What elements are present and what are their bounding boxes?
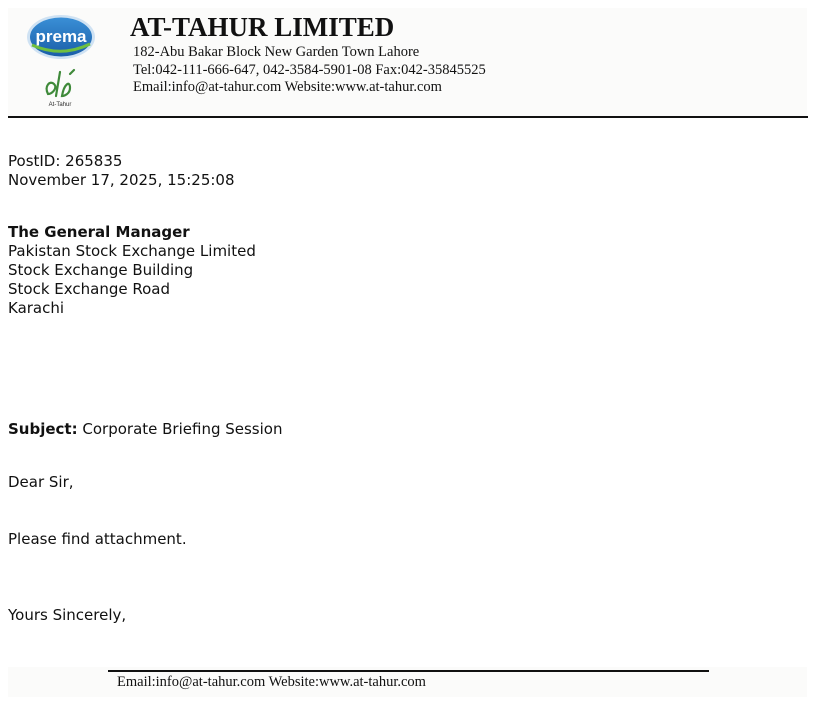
- letterhead: [8, 8, 807, 116]
- prema-logo-text: prema: [35, 27, 87, 46]
- company-phone-fax: Tel:042-111-666-647, 042-3584-5901-08 Fax:042-35845525: [133, 62, 486, 78]
- footer-email-website: Email:info@at-tahur.com Website:www.at-tahur.com: [117, 674, 426, 690]
- recipient-organization: Pakistan Stock Exchange Limited: [8, 242, 256, 260]
- footer: [8, 667, 807, 697]
- company-email-website: Email:info@at-tahur.com Website:www.at-tahur.com: [133, 79, 442, 95]
- at-tahur-mark-text: At-Tahur: [48, 102, 72, 108]
- post-datetime: November 17, 2025, 15:25:08: [8, 171, 235, 189]
- salutation: Dear Sir,: [8, 473, 74, 491]
- recipient-city: Karachi: [8, 299, 65, 317]
- subject-label: Subject:: [8, 420, 78, 438]
- letter-body: Please find attachment.: [8, 530, 187, 548]
- company-address: 182-Abu Bakar Block New Garden Town Lahore: [133, 44, 420, 60]
- company-name: AT-TAHUR LIMITED: [130, 12, 395, 42]
- recipient-road: Stock Exchange Road: [8, 280, 170, 298]
- post-id: PostID: 265835: [8, 152, 123, 170]
- at-tahur-calligraphy-mark: [40, 66, 80, 108]
- subject-text: Corporate Briefing Session: [82, 420, 283, 438]
- recipient-building: Stock Exchange Building: [8, 261, 194, 279]
- closing: Yours Sincerely,: [8, 606, 127, 624]
- footer-divider: [108, 670, 709, 672]
- prema-logo: [26, 14, 96, 60]
- recipient-title: The General Manager: [8, 223, 190, 241]
- subject-line: [8, 420, 282, 438]
- header-divider: [8, 116, 808, 118]
- company-logo: [26, 14, 96, 108]
